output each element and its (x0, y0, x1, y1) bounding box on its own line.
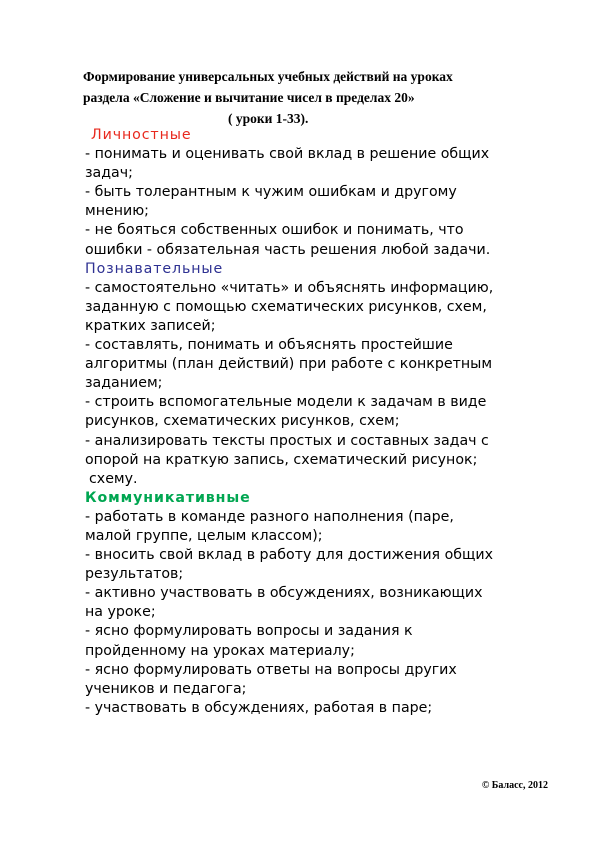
communicative-line: - ясно формулировать ответы на вопросы других (85, 661, 457, 678)
document-title (83, 66, 553, 129)
communicative-line: результатов; (85, 566, 184, 583)
cognitive-line: кратких записей; (85, 317, 216, 334)
section-heading-personal: Личностные (91, 127, 192, 143)
title-line-1: Формирование универсальных учебных действий на уроках (83, 69, 453, 84)
cognitive-line: схему. (89, 470, 138, 487)
title-line-2: раздела «Сложение и вычитание чисел в пределах 20» (83, 90, 415, 105)
title-line-3: ( уроки 1-33). (228, 111, 309, 126)
communicative-line: - ясно формулировать вопросы и задания к (85, 623, 413, 640)
personal-line: - не бояться собственных ошибок и понимать, что (85, 222, 464, 239)
cognitive-line: опорой на краткую запись, схематический рисунок; (85, 451, 478, 468)
personal-line: ошибки - обязательная часть решения любой задачи. (85, 241, 491, 258)
personal-line: - быть толерантным к чужим ошибкам и другому (85, 184, 457, 201)
communicative-line: пройденному на уроках материалу; (85, 642, 355, 659)
cognitive-line: алгоритмы (план действий) при работе с конкретным (85, 356, 493, 373)
cognitive-line: заданную с помощью схематических рисунков, схем, (85, 298, 487, 315)
cognitive-line: - составлять, понимать и объяснять простейшие (85, 337, 453, 354)
document-body (85, 126, 565, 718)
communicative-line: - участвовать в обсуждениях, работая в паре; (85, 699, 433, 716)
communicative-line: учеников и педагога; (85, 680, 247, 697)
personal-line: - понимать и оценивать свой вклад в решение общих (85, 146, 490, 163)
cognitive-line: - самостоятельно «читать» и объяснять информацию, (85, 279, 494, 296)
cognitive-line: - анализировать тексты простых и составных задач с (85, 432, 489, 449)
cognitive-line: рисунков, схематических рисунков, схем; (85, 413, 400, 430)
communicative-line: - вносить свой вклад в работу для достижения общих (85, 547, 494, 564)
section-heading-cognitive: Познавательные (85, 260, 224, 277)
communicative-line: на уроке; (85, 604, 156, 621)
communicative-line: - работать в команде разного наполнения (паре, (85, 508, 454, 525)
communicative-line: малой группе, целым классом); (85, 527, 323, 544)
communicative-line: - активно участвовать в обсуждениях, возникающих (85, 585, 483, 602)
cognitive-line: - строить вспомогательные модели к задачам в виде (85, 394, 487, 411)
personal-line: задач; (85, 165, 133, 182)
section-heading-communicative: Коммуникативные (85, 489, 251, 506)
personal-line: мнению; (85, 203, 149, 220)
copyright-footer: © Баласс, 2012 (481, 780, 548, 791)
cognitive-line: заданием; (85, 375, 163, 392)
